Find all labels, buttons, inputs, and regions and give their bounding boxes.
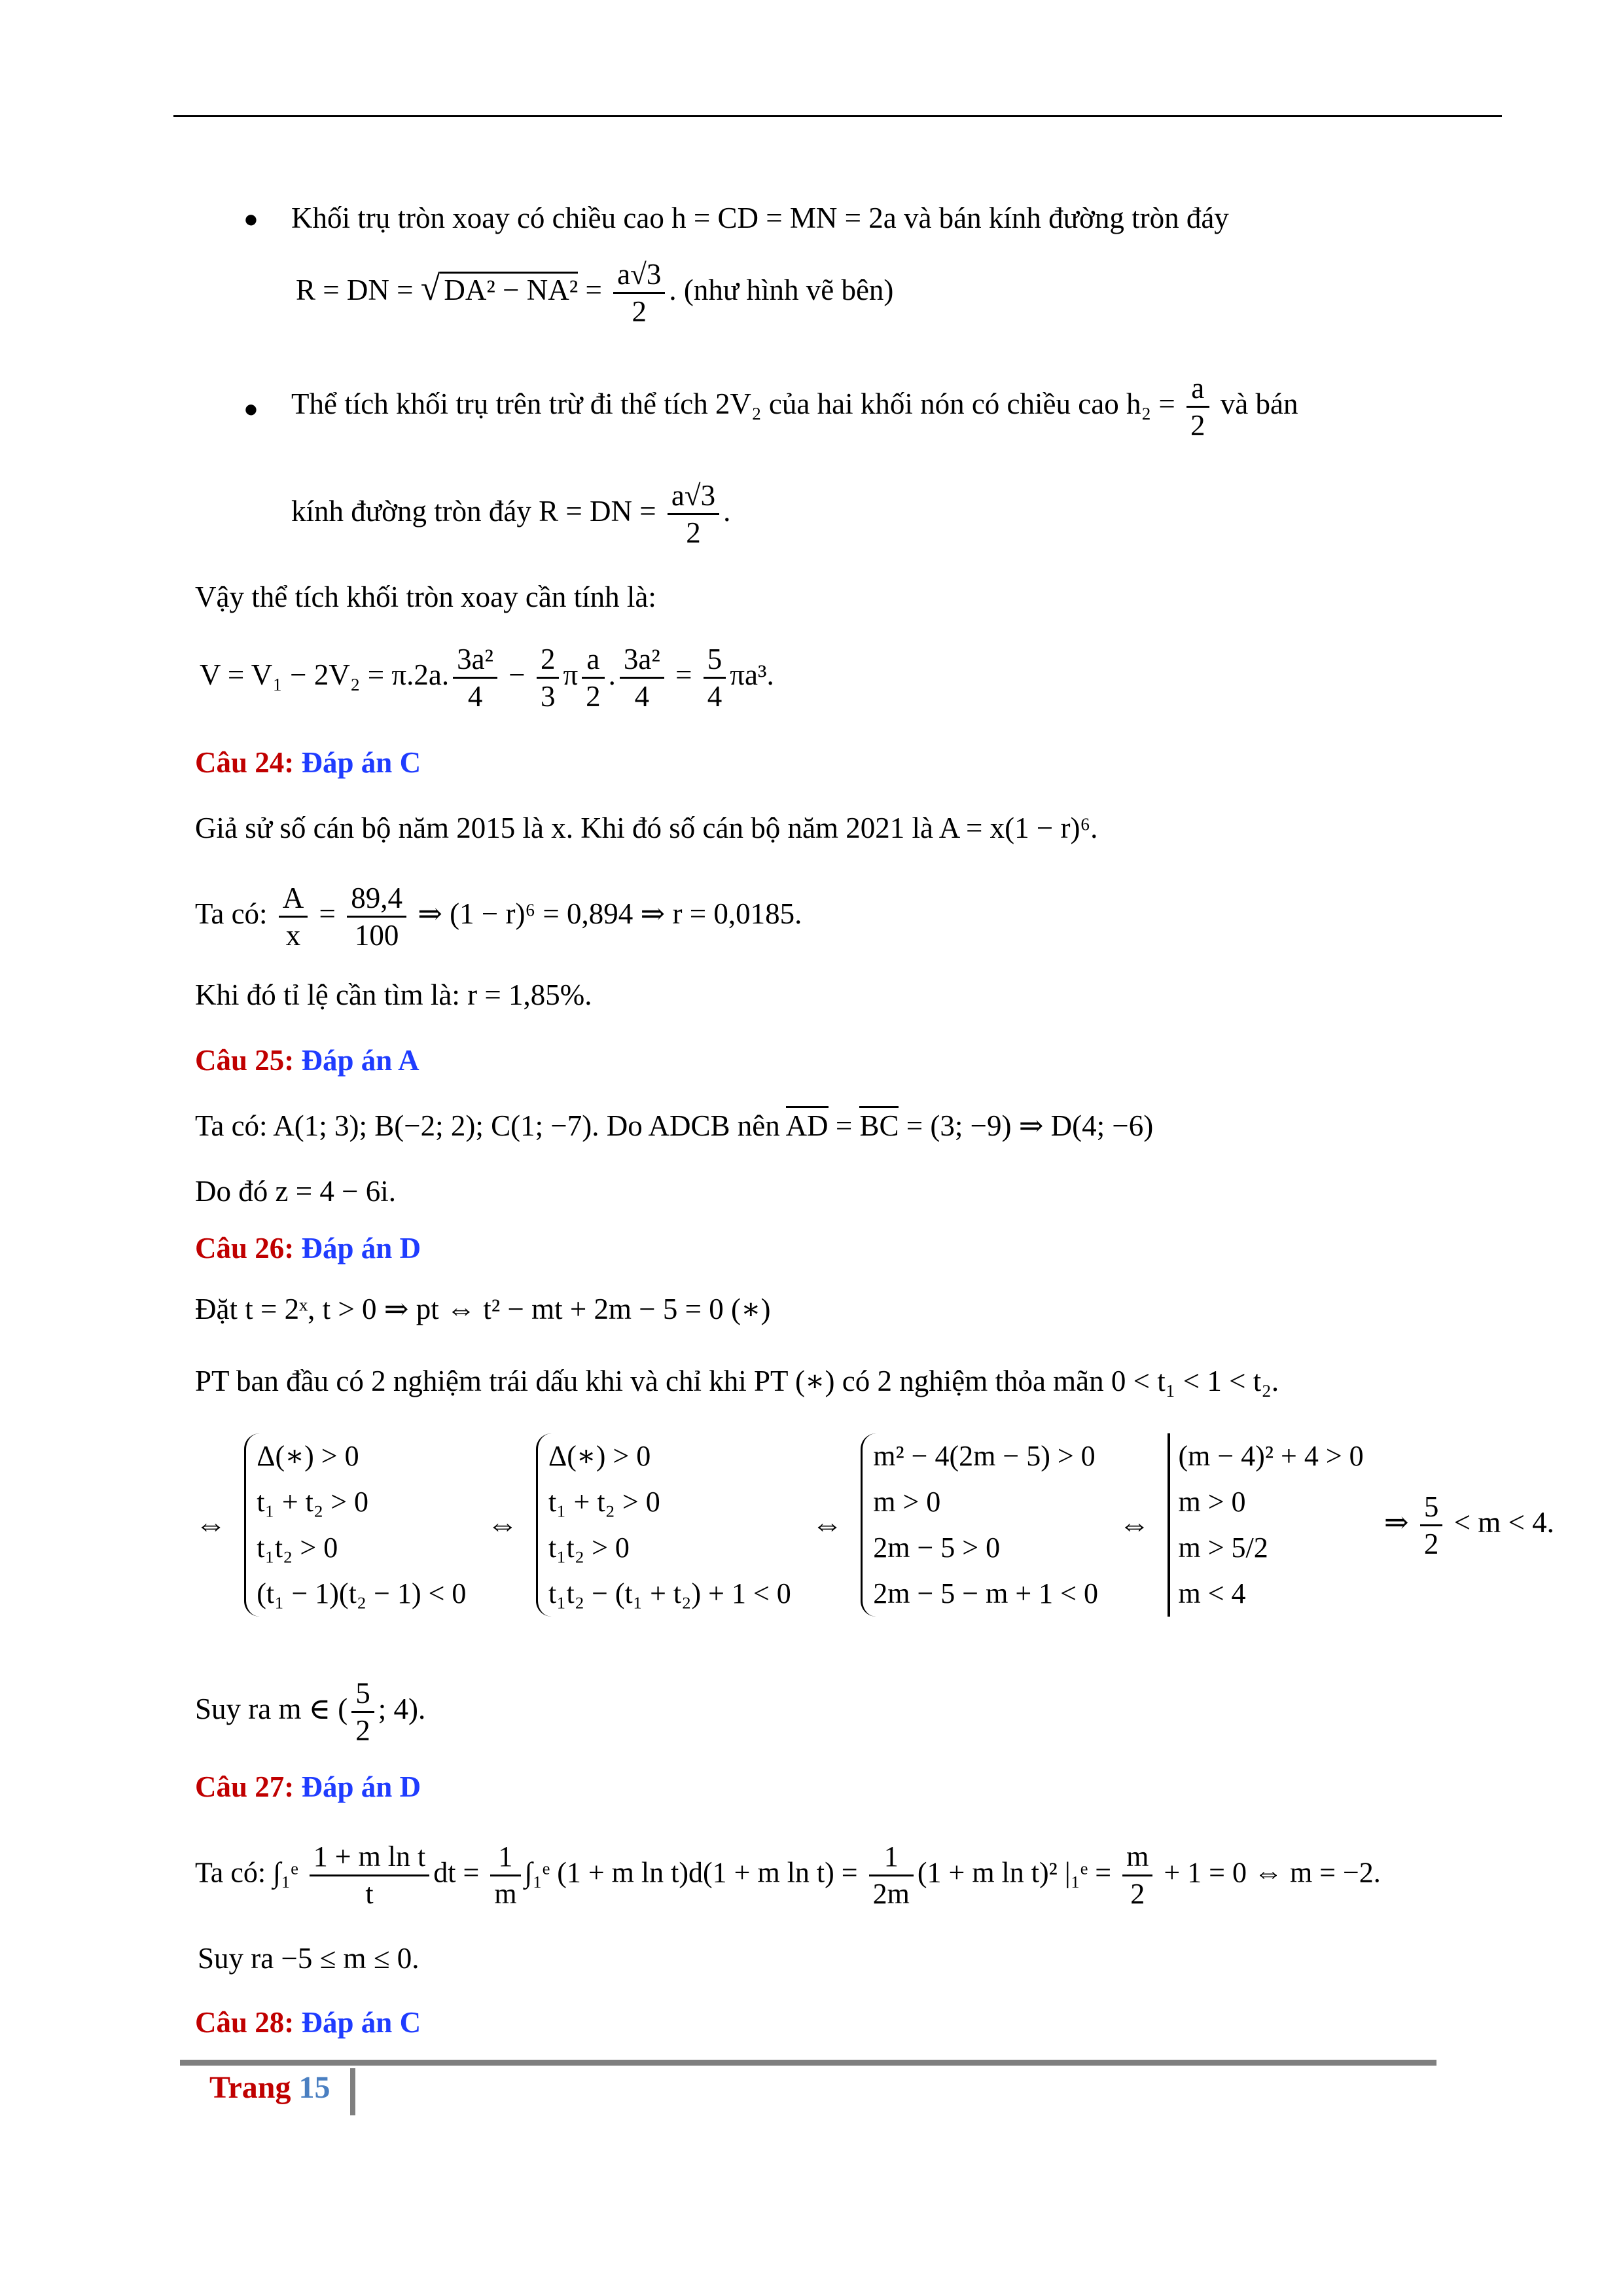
- bullet1-line1: Khối trụ tròn xoay có chiều cao h = CD = MN = 2a và bán kính đường tròn đáy: [291, 202, 1229, 234]
- volume-formula: V = V₁ − 2V₂ = π.2a. $\frac{\text{3a²}}{4}$ − $\frac{2}{3}$ π $\frac{a}{2}$ . $\frac{\text{3a²}}{4}$ = $\frac{5}{4}$ πa³.: [200, 643, 774, 713]
- q25-line2: Do đó z = 4 − 6i.: [195, 1175, 396, 1208]
- q24-line1: Giả sử số cán bộ năm 2015 là x. Khi đó số cán bộ năm 2021 là A = x(1 − r)⁶.: [195, 812, 1098, 844]
- footer-rule: [180, 2060, 1436, 2066]
- bullet2-line1: Thể tích khối trụ trên trừ đi thể tích 2V₂ của hai khối nón có chiều cao h₂ = $\frac{a}{2}$ và bán: [291, 372, 1298, 442]
- bullet1-line2: R = DN = √ DA² − NA² = $\frac{a√3}{2}$ . (như hình vẽ bên): [296, 258, 894, 328]
- q26-line2: PT ban đầu có 2 nghiệm trái dấu khi và chỉ khi PT (∗) có 2 nghiệm thỏa mãn 0 < t₁ < 1 < t₂.: [195, 1365, 1279, 1397]
- q27-line2: Suy ra −5 ≤ m ≤ 0.: [198, 1942, 419, 1975]
- q26-systems: ⇔ Δ(∗) > 0 t₁ + t₂ > 0 t₁t₂ > 0 (t₁ − 1)(t₂ − 1) < 0 ⇔ Δ(∗) > 0 t₁ + t₂ > 0 t₁t₂ > 0 t₁t₂ − (t₁ + t₂) + 1 < 0 ⇔ m² − 4(2m − 5) > 0 m > 0 2m − 5 > 0 2m − 5 − m + 1 < 0 ⇔ (m − 4)² + 4 > 0 m > 0 m > 5/2 m < 4 ⇒ $\frac{5}{2}$ < m < 4.: [195, 1433, 1554, 1617]
- q28-heading: Câu 28: Đáp án C: [195, 2006, 421, 2039]
- q27-line1: Ta có: ∫₁ᵉ $\frac{\text{1 + m ln t}}{t}$ dt = $\frac{1}{m}$ ∫₁ᵉ (1 + m ln t)d(1 + m ln t) = $\frac{1}{2m}$ (1 + m ln t)² |₁ᵉ = $\frac{m}{2}$ + 1 = 0 ⇔ m = −2.: [195, 1840, 1381, 1910]
- q25-line1: Ta có: A(1; 3); B(−2; 2); C(1; −7). Do ADCB nên AD = BC = (3; −9) ⇒ D(4; −6): [195, 1106, 1153, 1145]
- vector-bc: BC: [859, 1106, 899, 1142]
- q24-heading: Câu 24: Đáp án C: [195, 746, 421, 779]
- page-number: Trang 15: [209, 2070, 330, 2105]
- fraction: $\frac{a√3}{2}$: [613, 257, 665, 329]
- system-2: Δ(∗) > 0 t₁ + t₂ > 0 t₁t₂ > 0 t₁t₂ − (t₁ + t₂) + 1 < 0: [536, 1433, 791, 1617]
- q26-line1: Đặt t = 2ˣ, t > 0 ⇒ pt ⇔ t² − mt + 2m − 5 = 0 (∗): [195, 1293, 771, 1325]
- vector-ad: AD: [786, 1106, 829, 1142]
- q27-heading: Câu 27: Đáp án D: [195, 1770, 421, 1803]
- q24-line2: Ta có: $\frac{A}{x}$ = $\frac{89,4}{100}$ ⇒ (1 − r)⁶ = 0,894 ⇒ r = 0,0185.: [195, 882, 802, 952]
- header-rule: [173, 115, 1502, 117]
- system-3: m² − 4(2m − 5) > 0 m > 0 2m − 5 > 0 2m − 5 − m + 1 < 0: [861, 1433, 1098, 1617]
- fraction: $\frac{a√3}{2}$: [668, 478, 719, 550]
- bullet2-line2: kính đường tròn đáy R = DN = $\frac{a√3}{2}$ .: [291, 479, 731, 549]
- footer-divider: [350, 2068, 355, 2115]
- q26-conclusion: Suy ra m ∈ ( $\frac{5}{2}$ ; 4).: [195, 1677, 426, 1747]
- q25-heading: Câu 25: Đáp án A: [195, 1044, 419, 1077]
- system-4: (m − 4)² + 4 > 0 m > 0 m > 5/2 m < 4: [1168, 1433, 1363, 1617]
- system-1: Δ(∗) > 0 t₁ + t₂ > 0 t₁t₂ > 0 (t₁ − 1)(t₂ − 1) < 0: [244, 1433, 466, 1617]
- fraction: $\frac{a}{2}$: [1186, 370, 1209, 443]
- volume-intro: Vậy thể tích khối tròn xoay cần tính là:: [195, 581, 656, 613]
- bullet-dot: ●: [243, 206, 259, 233]
- q26-result: ⇒ $\frac{5}{2}$ < m < 4.: [1383, 1490, 1554, 1560]
- q24-line3: Khi đó tỉ lệ cần tìm là: r = 1,85%.: [195, 978, 592, 1011]
- q26-heading: Câu 26: Đáp án D: [195, 1232, 421, 1265]
- bullet-dot: ●: [243, 395, 259, 423]
